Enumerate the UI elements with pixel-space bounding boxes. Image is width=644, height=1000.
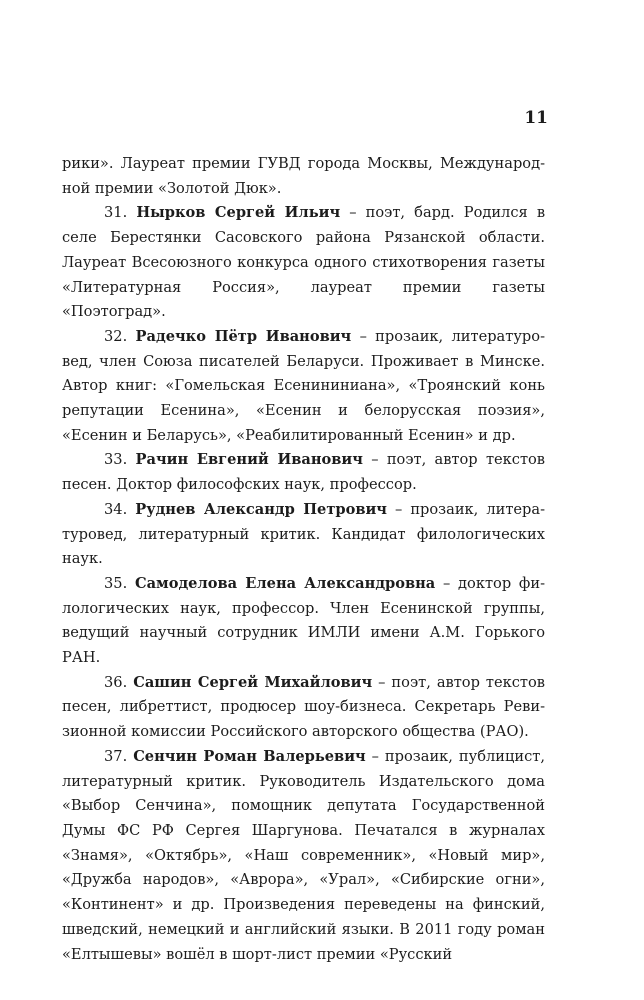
entry-number: 34.: [104, 500, 128, 518]
entry-33: [62, 448, 545, 497]
entry-text: – прозаик, литературовед, член Союза писателей Беларуси. Проживает в Минске. Автор книг: «Гомельская Есенининиана», «Троянский конь репутации Есенина», «Есенин и белорусская поэзия», «Есенин и Беларусь», «Реабилитированный Есенин» и др.: [62, 327, 545, 444]
entry-text: – прозаик, литературовед, литературный критик. Кандидат филологических наук.: [62, 500, 546, 568]
entry-number: 31.: [104, 204, 128, 222]
entry-37: [62, 745, 545, 967]
continuation-paragraph: рики». Лауреат премии ГУВД города Москвы, Международной премии «Золотой Дюк».: [62, 155, 545, 197]
entry-name: Сенчин Роман Валерьевич: [133, 747, 366, 765]
page-body: [62, 152, 545, 967]
entry-text: – прозаик, публицист, литературный критик. Руководитель Издательского дома «Выбор Сенчина», помощник депутата Государственной Думы ФС РФ Сергея Шаргунова. Печатался в журналах «Знамя», «Октябрь», «Наш современник», «Новый мир», «Дружба народов», «Аврора», «Урал», «Сибирские огни», «Континент» и др. Произведения переведены на финский, шведский, немецкий и английский языки. В 2011 году роман «Елтышевы» вошёл в шорт-лист премии «Русский: [62, 747, 545, 963]
entry-name: Рачин Евгений Иванович: [135, 451, 363, 469]
entry-number: 37.: [104, 747, 128, 765]
entry-text: – доктор филологических наук, профессор. Член Есенинской группы, ведущий научный сотрудник ИМЛИ имени А.М. Горького РАН.: [62, 574, 545, 667]
entry-name: Самоделова Елена Александровна: [134, 574, 436, 592]
entry-number: 33.: [104, 451, 128, 469]
entry-name: Руднев Александр Петрович: [135, 500, 387, 518]
entry-text: – поэт, бард. Родился в селе Берестянки Сасовского района Рязанской области. Лауреат Всесоюзного конкурса одного стихотворения газеты «Литературная Россия», лауреат премии газеты «Поэтоград».: [62, 204, 546, 321]
entry-name: Сашин Сергей Михайлович: [133, 673, 373, 691]
entry-34: [62, 498, 545, 572]
entry-text: – поэт, автор текстов песен, либреттист, продюсер шоу-бизнеса. Секретарь Ревизионной комиссии Российского авторского общества (РАО).: [62, 673, 546, 741]
entry-32: [62, 325, 545, 449]
entry-number: 35.: [104, 574, 128, 592]
page-number: 11: [524, 108, 548, 128]
entry-name: Нырков Сергей Ильич: [136, 204, 341, 222]
entry-31: [62, 201, 545, 325]
entry-number: 32.: [104, 327, 128, 345]
entry-number: 36.: [104, 673, 128, 691]
entry-name: Радечко Пётр Иванович: [135, 327, 352, 345]
entry-35: [62, 572, 545, 671]
entry-text: – поэт, автор текстов песен. Доктор философских наук, профессор.: [62, 451, 546, 494]
entry-36: [62, 671, 545, 745]
